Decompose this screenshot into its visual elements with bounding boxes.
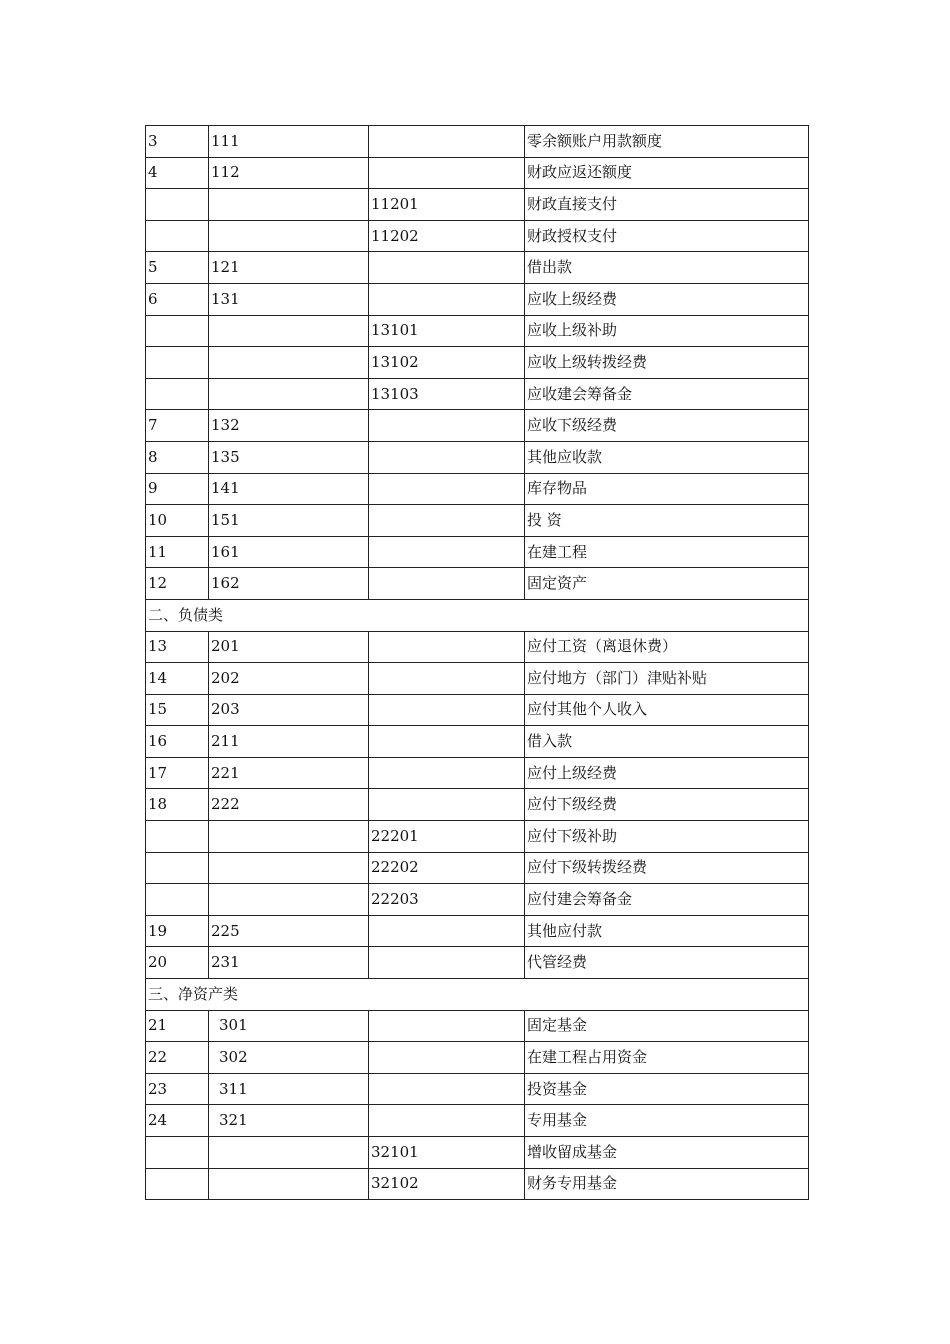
row-number-cell: 3 <box>146 126 209 158</box>
row-number-cell: 17 <box>146 757 209 789</box>
sub-account-code-cell <box>369 126 525 158</box>
account-code-cell: 202 <box>209 663 369 695</box>
sub-account-code-cell <box>369 915 525 947</box>
sub-account-code-cell: 32101 <box>369 1137 525 1169</box>
account-name-cell: 应收上级经费 <box>525 283 809 315</box>
account-code-cell: 132 <box>209 410 369 442</box>
account-codes-body <box>146 126 809 1200</box>
row-number-cell: 22 <box>146 1042 209 1074</box>
sub-account-code-cell <box>369 1010 525 1042</box>
row-number-cell: 15 <box>146 694 209 726</box>
account-code-cell: 211 <box>209 726 369 758</box>
table-row <box>146 1168 809 1200</box>
row-number-cell: 23 <box>146 1073 209 1105</box>
row-number-cell: 14 <box>146 663 209 695</box>
row-number-cell <box>146 315 209 347</box>
account-code-cell: 111 <box>209 126 369 158</box>
account-code-cell <box>209 884 369 916</box>
account-name-cell: 投资基金 <box>525 1073 809 1105</box>
section-header: 二、负债类 <box>146 599 809 631</box>
account-code-cell <box>209 852 369 884</box>
table-row <box>146 694 809 726</box>
row-number-cell: 21 <box>146 1010 209 1042</box>
account-code-cell <box>209 220 369 252</box>
account-code-cell: 131 <box>209 283 369 315</box>
sub-account-code-cell: 13103 <box>369 378 525 410</box>
sub-account-code-cell <box>369 568 525 600</box>
table-row <box>146 1010 809 1042</box>
sub-account-code-cell: 11201 <box>369 189 525 221</box>
sub-account-code-cell <box>369 947 525 979</box>
account-name-cell: 应收上级补助 <box>525 315 809 347</box>
section-header: 三、净资产类 <box>146 979 809 1011</box>
account-code-cell: 203 <box>209 694 369 726</box>
account-name-cell: 应付下级经费 <box>525 789 809 821</box>
account-name-cell: 应付上级经费 <box>525 757 809 789</box>
account-code-cell: 135 <box>209 441 369 473</box>
row-number-cell: 8 <box>146 441 209 473</box>
row-number-cell: 4 <box>146 157 209 189</box>
account-codes-table <box>145 125 809 1200</box>
account-name-cell: 固定资产 <box>525 568 809 600</box>
account-name-cell: 在建工程占用资金 <box>525 1042 809 1074</box>
account-code-cell: 141 <box>209 473 369 505</box>
sub-account-code-cell: 32102 <box>369 1168 525 1200</box>
sub-account-code-cell <box>369 473 525 505</box>
table-row <box>146 441 809 473</box>
table-row <box>146 410 809 442</box>
table-row <box>146 473 809 505</box>
account-name-cell: 库存物品 <box>525 473 809 505</box>
sub-account-code-cell <box>369 505 525 537</box>
table-row <box>146 536 809 568</box>
account-name-cell: 增收留成基金 <box>525 1137 809 1169</box>
row-number-cell: 5 <box>146 252 209 284</box>
sub-account-code-cell <box>369 1105 525 1137</box>
account-name-cell: 财务专用基金 <box>525 1168 809 1200</box>
row-number-cell <box>146 220 209 252</box>
account-name-cell: 借出款 <box>525 252 809 284</box>
row-number-cell: 16 <box>146 726 209 758</box>
table-row <box>146 315 809 347</box>
row-number-cell <box>146 852 209 884</box>
account-code-cell <box>209 378 369 410</box>
table-row <box>146 1073 809 1105</box>
section-header-row <box>146 979 809 1011</box>
table-row <box>146 663 809 695</box>
table-row <box>146 220 809 252</box>
account-name-cell: 投 资 <box>525 505 809 537</box>
account-name-cell: 固定基金 <box>525 1010 809 1042</box>
account-code-cell <box>209 821 369 853</box>
table-row <box>146 757 809 789</box>
sub-account-code-cell <box>369 694 525 726</box>
sub-account-code-cell <box>369 1073 525 1105</box>
sub-account-code-cell: 13101 <box>369 315 525 347</box>
account-code-cell: 231 <box>209 947 369 979</box>
row-number-cell: 19 <box>146 915 209 947</box>
sub-account-code-cell: 22203 <box>369 884 525 916</box>
row-number-cell <box>146 347 209 379</box>
account-name-cell: 财政应返还额度 <box>525 157 809 189</box>
account-name-cell: 应付地方（部门）津贴补贴 <box>525 663 809 695</box>
table-row <box>146 283 809 315</box>
row-number-cell: 24 <box>146 1105 209 1137</box>
row-number-cell <box>146 378 209 410</box>
account-name-cell: 应付工资（离退休费） <box>525 631 809 663</box>
sub-account-code-cell: 22202 <box>369 852 525 884</box>
account-code-cell: 151 <box>209 505 369 537</box>
row-number-cell: 13 <box>146 631 209 663</box>
account-name-cell: 专用基金 <box>525 1105 809 1137</box>
sub-account-code-cell: 11202 <box>369 220 525 252</box>
account-code-cell: 201 <box>209 631 369 663</box>
table-row <box>146 789 809 821</box>
sub-account-code-cell <box>369 441 525 473</box>
row-number-cell: 9 <box>146 473 209 505</box>
account-code-cell: 222 <box>209 789 369 821</box>
account-code-cell: 321 <box>209 1105 369 1137</box>
table-row <box>146 631 809 663</box>
account-name-cell: 财政授权支付 <box>525 220 809 252</box>
account-name-cell: 其他应收款 <box>525 441 809 473</box>
account-name-cell: 其他应付款 <box>525 915 809 947</box>
row-number-cell: 7 <box>146 410 209 442</box>
account-name-cell: 应付下级补助 <box>525 821 809 853</box>
account-name-cell: 应付其他个人收入 <box>525 694 809 726</box>
account-code-cell: 161 <box>209 536 369 568</box>
row-number-cell <box>146 1137 209 1169</box>
table-row <box>146 884 809 916</box>
row-number-cell: 12 <box>146 568 209 600</box>
sub-account-code-cell <box>369 789 525 821</box>
account-code-cell: 225 <box>209 915 369 947</box>
sub-account-code-cell: 13102 <box>369 347 525 379</box>
table-row <box>146 1042 809 1074</box>
account-name-cell: 应收下级经费 <box>525 410 809 442</box>
sub-account-code-cell: 22201 <box>369 821 525 853</box>
sub-account-code-cell <box>369 663 525 695</box>
table-row <box>146 378 809 410</box>
account-name-cell: 借入款 <box>525 726 809 758</box>
table-row <box>146 1105 809 1137</box>
table-row <box>146 347 809 379</box>
account-code-cell <box>209 315 369 347</box>
account-code-cell: 121 <box>209 252 369 284</box>
account-code-cell <box>209 347 369 379</box>
account-code-cell: 221 <box>209 757 369 789</box>
account-name-cell: 零余额账户用款额度 <box>525 126 809 158</box>
table-row <box>146 126 809 158</box>
account-name-cell: 代管经费 <box>525 947 809 979</box>
table-row <box>146 915 809 947</box>
account-name-cell: 在建工程 <box>525 536 809 568</box>
table-row <box>146 1137 809 1169</box>
account-name-cell: 应付下级转拨经费 <box>525 852 809 884</box>
sub-account-code-cell <box>369 252 525 284</box>
row-number-cell <box>146 884 209 916</box>
account-code-cell: 301 <box>209 1010 369 1042</box>
account-code-cell <box>209 1137 369 1169</box>
table-row <box>146 568 809 600</box>
sub-account-code-cell <box>369 283 525 315</box>
sub-account-code-cell <box>369 631 525 663</box>
sub-account-code-cell <box>369 536 525 568</box>
row-number-cell: 11 <box>146 536 209 568</box>
table-row <box>146 947 809 979</box>
table-row <box>146 726 809 758</box>
account-code-cell <box>209 1168 369 1200</box>
account-code-cell: 302 <box>209 1042 369 1074</box>
section-header-row <box>146 599 809 631</box>
account-name-cell: 应付建会筹备金 <box>525 884 809 916</box>
account-code-cell: 162 <box>209 568 369 600</box>
row-number-cell: 6 <box>146 283 209 315</box>
row-number-cell <box>146 821 209 853</box>
row-number-cell: 10 <box>146 505 209 537</box>
row-number-cell <box>146 189 209 221</box>
row-number-cell: 20 <box>146 947 209 979</box>
row-number-cell <box>146 1168 209 1200</box>
account-code-cell: 112 <box>209 157 369 189</box>
sub-account-code-cell <box>369 726 525 758</box>
account-name-cell: 财政直接支付 <box>525 189 809 221</box>
row-number-cell: 18 <box>146 789 209 821</box>
table-row <box>146 189 809 221</box>
account-code-cell <box>209 189 369 221</box>
table-row <box>146 821 809 853</box>
sub-account-code-cell <box>369 757 525 789</box>
sub-account-code-cell <box>369 157 525 189</box>
account-code-cell: 311 <box>209 1073 369 1105</box>
table-row <box>146 505 809 537</box>
table-row <box>146 852 809 884</box>
sub-account-code-cell <box>369 1042 525 1074</box>
sub-account-code-cell <box>369 410 525 442</box>
account-name-cell: 应收建会筹备金 <box>525 378 809 410</box>
account-name-cell: 应收上级转拨经费 <box>525 347 809 379</box>
table-row <box>146 252 809 284</box>
table-row <box>146 157 809 189</box>
